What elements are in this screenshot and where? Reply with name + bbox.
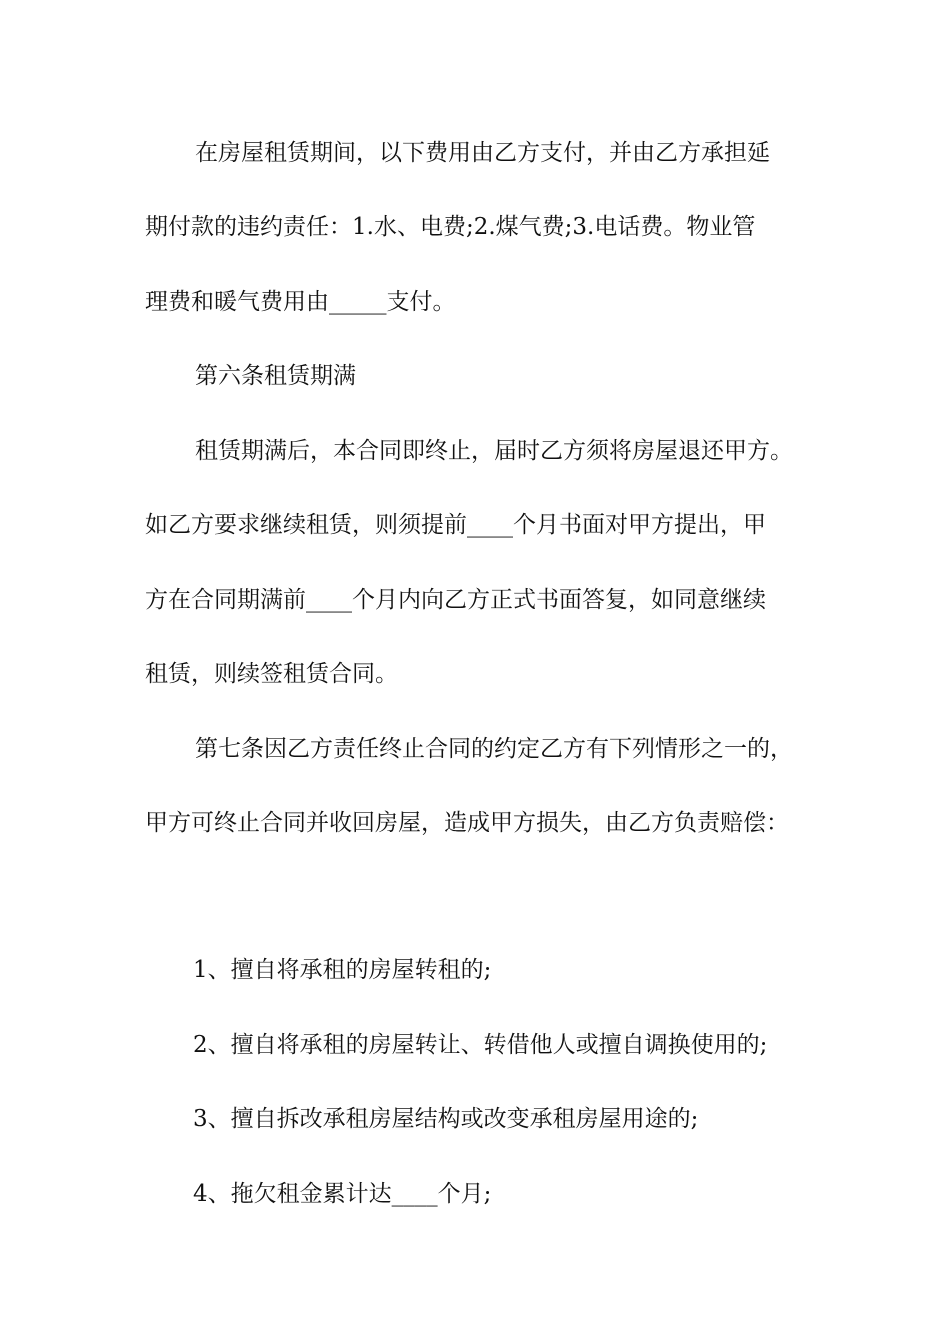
paragraph-line: 第七条因乙方责任终止合同的约定乙方有下列情形之一的， bbox=[195, 736, 793, 762]
paragraph-line: 在房屋租赁期间，以下费用由乙方支付，并由乙方承担延 bbox=[195, 140, 770, 166]
list-item: 4、拖欠租金累计达____个月; bbox=[193, 1181, 492, 1207]
paragraph-line: 期付款的违约责任：1.水、电费;2.煤气费;3.电话费。物业管 bbox=[145, 214, 756, 240]
list-item: 1、擅自将承租的房屋转租的; bbox=[193, 957, 492, 983]
list-item: 3、擅自拆改承租房屋结构或改变承租房屋用途的; bbox=[193, 1106, 699, 1132]
section-heading: 第六条租赁期满 bbox=[195, 363, 356, 389]
paragraph-line: 如乙方要求继续租赁，则须提前____个月书面对甲方提出，甲 bbox=[145, 512, 766, 538]
paragraph-line: 甲方可终止合同并收回房屋，造成甲方损失，由乙方负责赔偿： bbox=[145, 810, 789, 836]
paragraph-line: 方在合同期满前____个月内向乙方正式书面答复，如同意继续 bbox=[145, 587, 766, 613]
paragraph-line: 理费和暖气费用由_____支付。 bbox=[145, 289, 456, 315]
list-item: 2、擅自将承租的房屋转让、转借他人或擅自调换使用的; bbox=[193, 1032, 768, 1058]
paragraph-line: 租赁期满后，本合同即终止，届时乙方须将房屋退还甲方。 bbox=[195, 438, 793, 464]
paragraph-line: 租赁，则续签租赁合同。 bbox=[145, 661, 398, 687]
